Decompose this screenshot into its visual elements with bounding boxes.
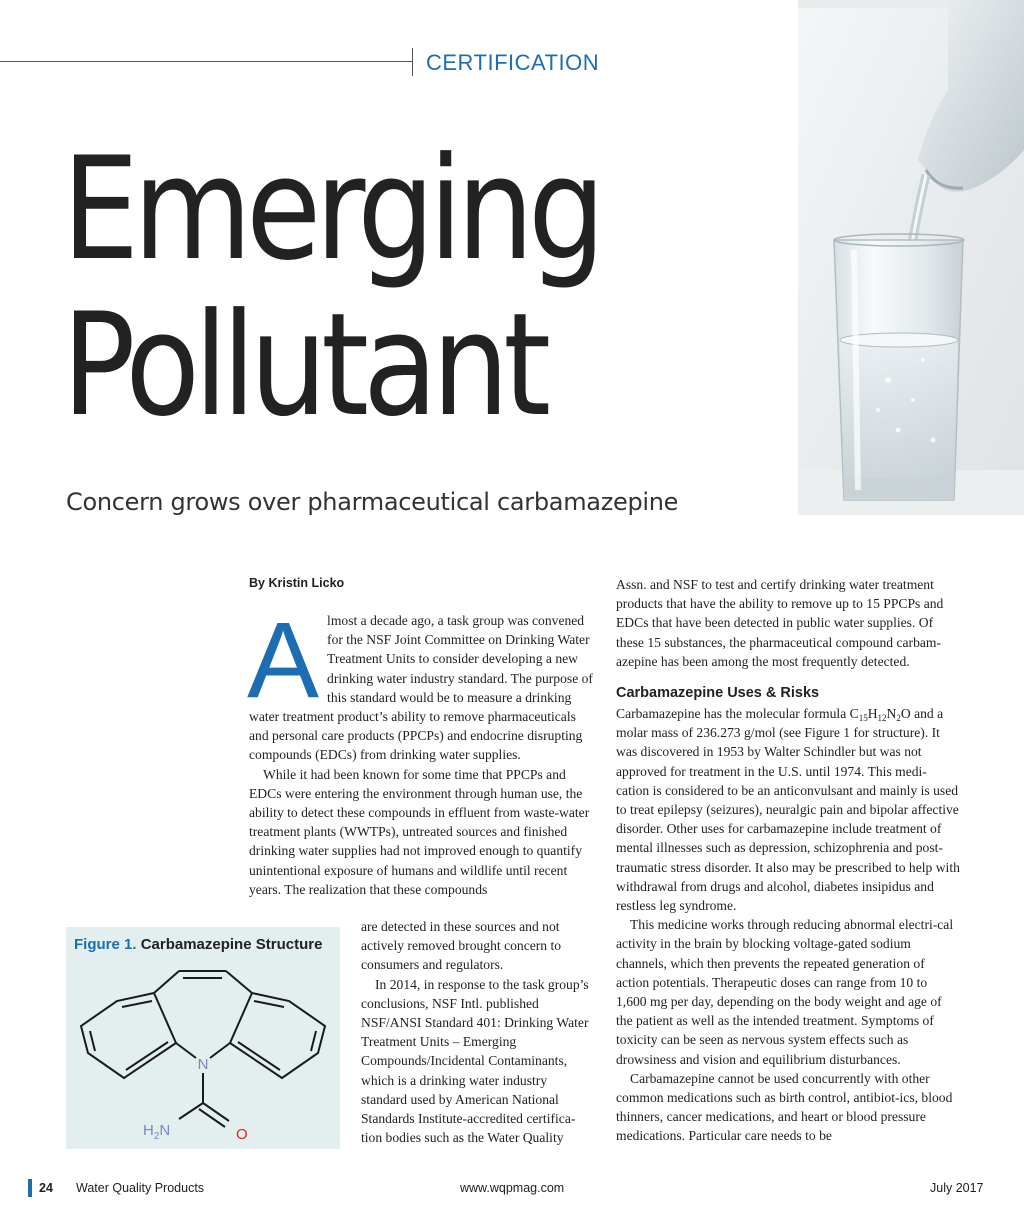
paragraph-3: In 2014, in response to the task group’s conclusions, NSF Intl. published NSF/ANSI Standard 401: Drinking Water Treatment Units – Emerging Compounds/Incidental Contaminants, which is a drinking water industry standard used by American National Standards Institute-accredited certifica-tion bodies such as the Water Quality [361, 976, 589, 1146]
formula-n: N [886, 706, 897, 722]
formula-h-subscript: 12 [877, 713, 887, 724]
formula-n-subscript: 2 [896, 713, 901, 724]
section-label: CERTIFICATION [426, 50, 600, 75]
magazine-name: Water Quality Products [76, 1181, 205, 1195]
paragraph-3-continued: Assn. and NSF to test and certify drinking water treatment products that have the ability to remove up to 15 PPCPs and EDCs that have been detected in public water supplies. Of these 15 substances, the pharmaceutical compound carbam-azepine has been among the most frequently detected. [616, 577, 944, 669]
right-column [616, 575, 960, 1146]
paragraph-6: Carbamazepine cannot be used concurrently with other common medications such as birth control, antibiot-ics, blood thinners, cancer medications, and heart or blood pressure medications. Particular care needs to be [616, 1070, 953, 1144]
atom-h-subscript: 2 [153, 1131, 160, 1142]
title-line-1: Emerging [62, 127, 600, 292]
paragraph-4-text: and a molar mass of 236.273 g/mol (see Figure 1 for structure). It was discovered in 1953 by Walter Schindler but was not approved for treatment in the U.S. until 1974. This medi-cation is considered to be an anticonvulsant and mainly is used to treat epilepsy (seizures), neuralgic pain and bipolar affective disorder. Other uses for carbamazepine include treatment of mental illnesses such as depression, schizophrenia and post-traumatic stress disorder. It also may be prescribed to help with withdrawal from drugs and alcohol, diabetes insipidus and restless leg syndrome. [616, 706, 960, 914]
left-column-narrow [361, 917, 593, 1147]
article-title [62, 127, 600, 448]
figure-carbamazepine [66, 927, 340, 1149]
paragraph-1-text: lmost a decade ago, a task group was convened for the NSF Joint Committee on Drinking Water Treatment Units to consider developing a new drinking water industry standard. The purpose of this standard would be to measure a drinking water treatment product’s ability to remove pharmaceuticals and personal care products (PPCPs) and endocrine disrupting compounds (EDCs) from drinking water supplies. [249, 613, 593, 763]
header-rule [0, 61, 412, 62]
drop-cap: A [247, 599, 320, 720]
header-rule-tick [412, 48, 413, 76]
formula-o: O [900, 706, 911, 722]
atom-h: H [143, 1122, 154, 1139]
formula-intro: Carbamazepine has the molecular formula C [616, 706, 859, 722]
paragraph-4 [616, 704, 960, 915]
figure-label: Figure 1. [74, 936, 137, 953]
figure-title: Carbamazepine Structure [140, 936, 323, 953]
atom-o: O [236, 1126, 248, 1143]
water-glass-photo [798, 0, 1024, 515]
title-line-2: Pollutant [62, 283, 546, 448]
issue-date: July 2017 [930, 1181, 984, 1195]
magazine-url: www.wqpmag.com [460, 1181, 565, 1195]
article-subtitle: Concern grows over pharmaceutical carbamazepine [66, 488, 679, 516]
paragraph-2-continued: are detected in these sources and not actively removed brought concern to consumers and regulators. [361, 919, 562, 973]
footer-accent-bar [28, 1179, 32, 1197]
atom-nh2 [143, 1122, 170, 1142]
section-subhead: Carbamazepine Uses & Risks [616, 685, 820, 702]
formula-h: H [867, 706, 878, 722]
left-column [247, 599, 593, 899]
page-number: 24 [39, 1181, 53, 1195]
paragraph-5: This medicine works through reducing abnormal electri-cal activity in the brain by blocking voltage-gated sodium channels, which then prevents the repeated generation of action potentials. Therapeutic doses can range from 10 to 1,600 mg per day, depending on the body weight and age of the patient as well as the intended treatment. Symptoms of toxicity can be seen as nervous system effects such as drowsiness and vision and equilibrium disturbances. [616, 917, 954, 1067]
atom-n-amide: N [159, 1122, 171, 1139]
water-glass-illustration [798, 0, 1024, 515]
atom-n: N [197, 1056, 209, 1073]
formula-c-subscript: 15 [858, 713, 868, 724]
byline: By Kristin Licko [249, 576, 345, 590]
paragraph-2: While it had been known for some time that PPCPs and EDCs were entering the environment through human use, the ability to detect these compounds in effluent from waste-water treatment plants (WWTPs), untreated sources and finished drinking water supplies had not improved enough to quantify unintentional exposure of humans and wildlife until recent years. The realization that these compounds [249, 766, 590, 897]
molecule-structure [66, 927, 340, 1149]
paragraph-1 [247, 599, 593, 765]
